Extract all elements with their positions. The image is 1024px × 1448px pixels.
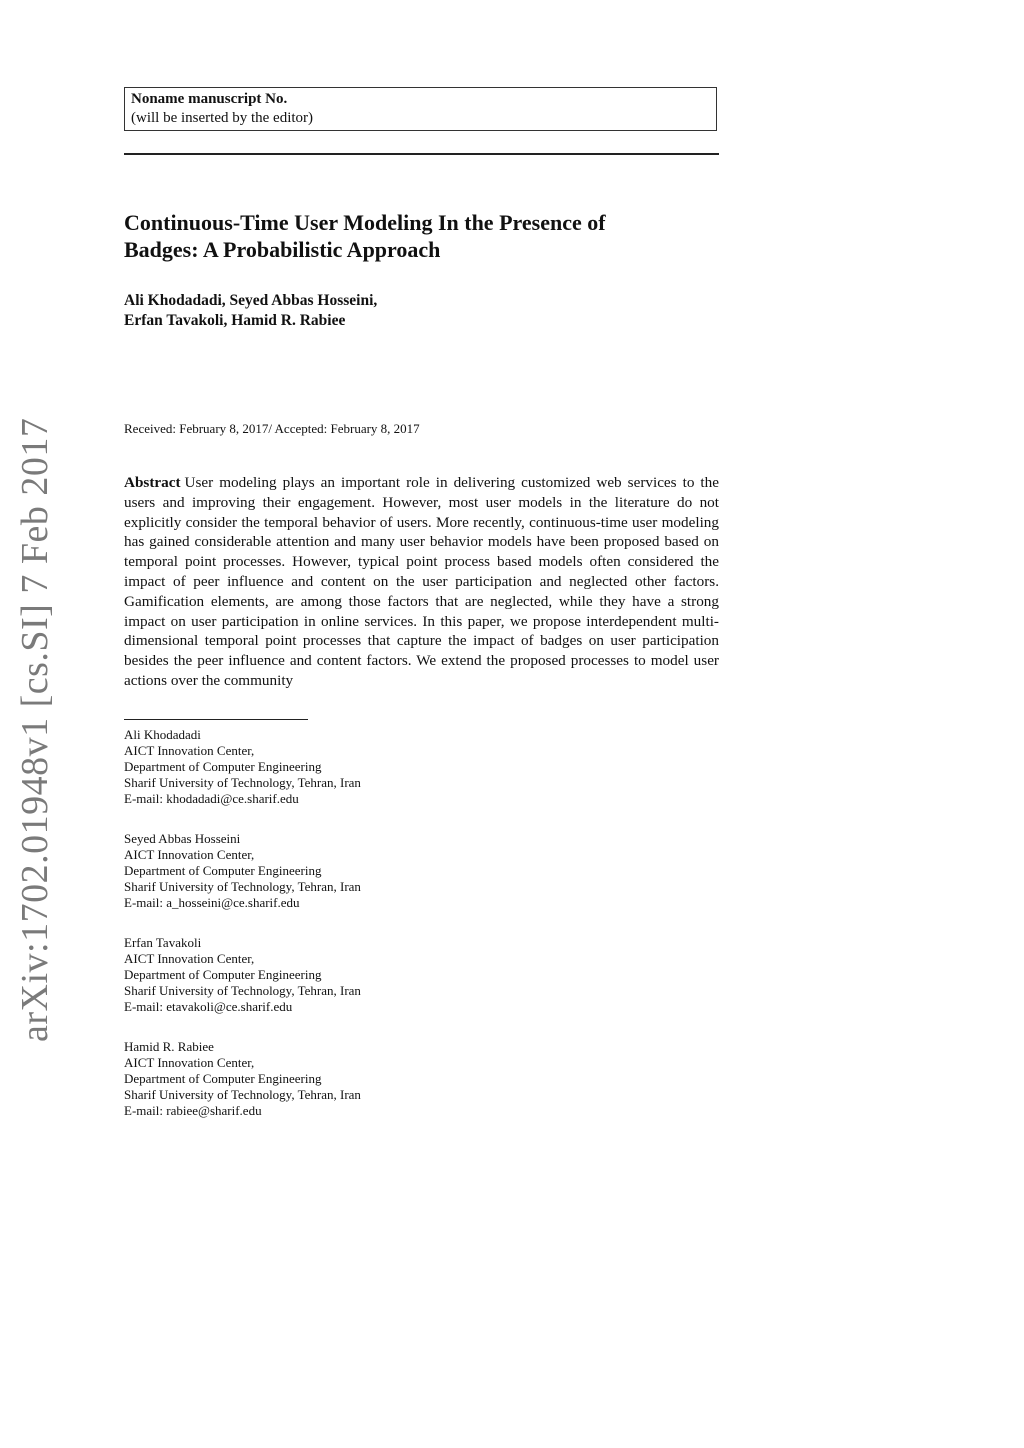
paper-title: [124, 209, 724, 263]
affiliation-name: Hamid R. Rabiee: [124, 1039, 214, 1054]
footnote-rule: [124, 719, 308, 720]
abstract-text: User modeling plays an important role in delivering customized web services to the users and improving their engagement. However, most user models in the literature do not explicitly consider the temporal behavior of users. More recently, continuous-time user modeling has gained considerable attention and many user behavior models have been proposed based on temporal point processes. However, typical point process based models often considered the impact of peer influence and content on the user participation and neglected other factors. Gamification elements, are among those factors that are neglected, while they have a strong impact on user participation in online services. In this paper, we propose interdependent multi-dimensional temporal point processes that capture the impact of badges on user participation besides the peer influence and content factors. We extend the proposed processes to model user actions over the community: [124, 474, 719, 689]
affiliation-name: Erfan Tavakoli: [124, 935, 202, 950]
title-line-1: Continuous-Time User Modeling In the Presence of: [124, 210, 606, 235]
arxiv-stamp: arXiv:1702.01948v1 [cs.SI] 7 Feb 2017: [14, 417, 56, 1042]
affiliation-email: E-mail: a_hosseini@ce.sharif.edu: [124, 895, 300, 910]
header-rule: [124, 153, 719, 155]
author-line-2: Erfan Tavakoli, Hamid R. Rabiee: [124, 312, 346, 329]
affiliation-email: E-mail: rabiee@sharif.edu: [124, 1103, 262, 1118]
affiliation-block: [124, 1039, 524, 1119]
affiliation-block: [124, 935, 524, 1015]
affiliation-department: Department of Computer Engineering: [124, 967, 322, 982]
affiliation-university: Sharif University of Technology, Tehran, Iran: [124, 879, 361, 894]
affiliation-center: AICT Innovation Center,: [124, 743, 255, 758]
affiliation-department: Department of Computer Engineering: [124, 1071, 322, 1086]
affiliation-center: AICT Innovation Center,: [124, 847, 255, 862]
editor-note-box: [124, 87, 717, 131]
affiliation-center: AICT Innovation Center,: [124, 951, 255, 966]
editor-note: (will be inserted by the editor): [131, 110, 314, 126]
affiliation-department: Department of Computer Engineering: [124, 759, 322, 774]
manuscript-label: Noname manuscript No.: [131, 91, 288, 107]
affiliation-email: E-mail: khodadadi@ce.sharif.edu: [124, 791, 299, 806]
affiliation-university: Sharif University of Technology, Tehran, Iran: [124, 775, 361, 790]
affiliation-center: AICT Innovation Center,: [124, 1055, 255, 1070]
affiliation-block: [124, 727, 524, 807]
affiliation-department: Department of Computer Engineering: [124, 863, 322, 878]
author-line-1: Ali Khodadadi, Seyed Abbas Hosseini,: [124, 292, 378, 309]
affiliation-university: Sharif University of Technology, Tehran, Iran: [124, 1087, 361, 1102]
affiliation-block: [124, 831, 524, 911]
received-date: Received: February 8, 2017/ Accepted: February 8, 2017: [124, 421, 420, 436]
abstract: [124, 473, 719, 691]
author-list: [124, 291, 724, 331]
abstract-label: Abstract: [124, 474, 181, 491]
affiliation-email: E-mail: etavakoli@ce.sharif.edu: [124, 999, 293, 1014]
affiliation-university: Sharif University of Technology, Tehran, Iran: [124, 983, 361, 998]
title-line-2: Badges: A Probabilistic Approach: [124, 237, 441, 262]
affiliation-name: Ali Khodadadi: [124, 727, 201, 742]
affiliation-name: Seyed Abbas Hosseini: [124, 831, 241, 846]
